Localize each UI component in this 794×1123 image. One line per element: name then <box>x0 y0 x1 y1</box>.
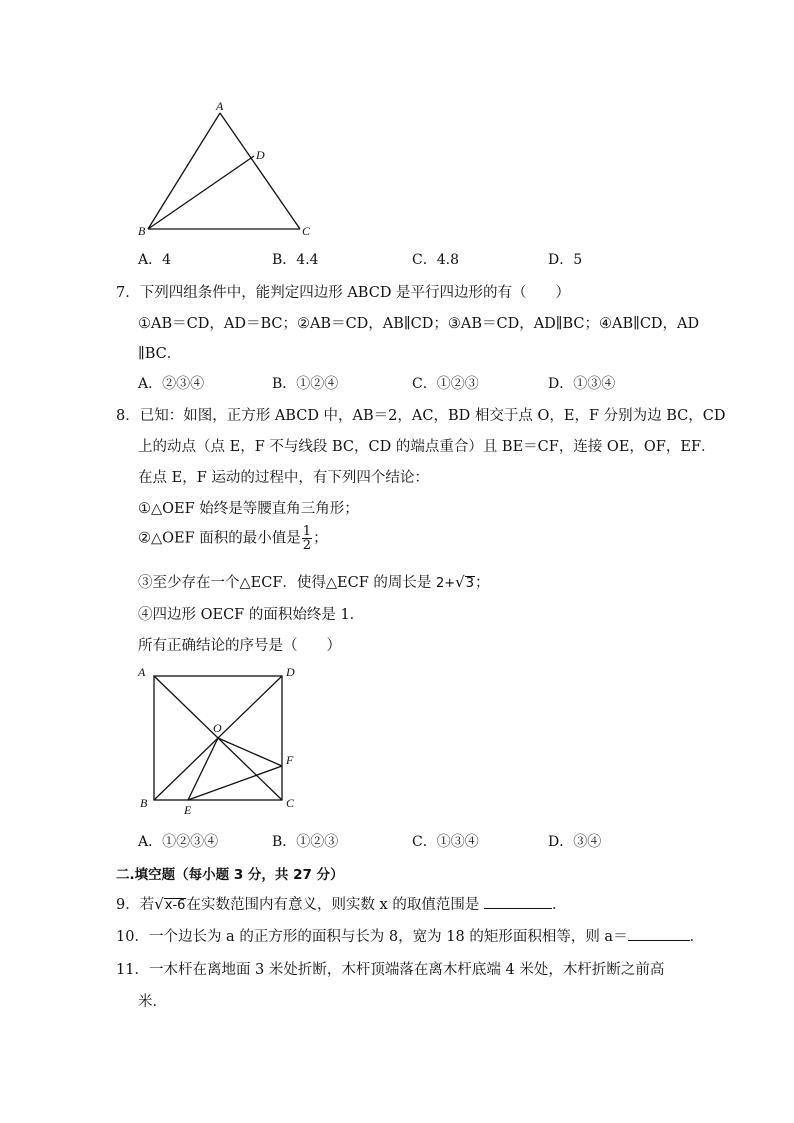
q9-pre: 9．若 <box>116 897 155 913</box>
q11-line1: 11．一木杆在离地面 3 米处折断，木杆顶端落在离木杆底端 4 米处，木杆折断之前高 <box>116 962 665 978</box>
q7-option-a[interactable]: A．②③④ <box>138 376 205 392</box>
label-b: B <box>138 224 146 238</box>
q8-conclusion-2 <box>138 525 328 552</box>
q8-option-a[interactable]: A．①②③④ <box>138 834 219 850</box>
section-fill-in-heading: 二.填空题（每小题 3 分，共 27 分） <box>116 867 344 883</box>
q7-option-d[interactable]: D．①③④ <box>548 376 616 392</box>
q8-conclusion-4: ④四边形 OECF 的面积始终是 1． <box>138 607 365 623</box>
q7-option-c[interactable]: C．①②③ <box>412 376 479 392</box>
q10 <box>116 925 704 946</box>
q10-answer-blank[interactable] <box>628 926 690 941</box>
label-c: C <box>286 796 295 810</box>
label-a: A <box>138 665 146 679</box>
q9 <box>116 893 566 914</box>
square-figure <box>132 660 312 820</box>
fraction-denominator: 2 <box>302 538 312 553</box>
q8-ask: 所有正确结论的序号是（ ） <box>138 638 341 654</box>
q8-c2-text: ②△OEF 面积的最小值是 <box>138 530 301 547</box>
side-ab <box>148 113 220 229</box>
q8-conclusion-3 <box>138 571 490 592</box>
q8-option-c[interactable]: C．①③④ <box>412 834 479 850</box>
q8-c3-two: 2+ <box>436 576 456 591</box>
q7-option-b[interactable]: B．①②④ <box>272 376 339 392</box>
q8-option-b[interactable]: B．①②③ <box>272 834 339 850</box>
q7-conditions-line2: ∥BC． <box>138 346 182 362</box>
q8-c2-end: ； <box>313 530 328 547</box>
triangle-figure <box>130 95 330 245</box>
label-d: D <box>286 665 295 679</box>
q6-option-c[interactable]: C．4.8 <box>412 252 459 268</box>
q11-line2: 米． <box>138 994 167 1010</box>
q8-conclusion-1: ①△OEF 始终是等腰直角三角形； <box>138 501 359 517</box>
q9-end: ． <box>551 897 567 913</box>
q8-c3-radicand: 3 <box>465 576 475 591</box>
fraction-numerator: 1 <box>302 524 312 539</box>
q8-line2: 上的动点（点 E，F 不与线段 BC，CD 的端点重合）且 BE＝CF，连接 OE，OF，EF． <box>138 439 716 455</box>
label-a: A <box>216 99 224 113</box>
q9-post: 在实数范围内有意义，则实数 x 的取值范围是 <box>186 897 480 913</box>
label-b: B <box>140 796 148 810</box>
label-d: D <box>256 148 265 162</box>
label-c: C <box>302 224 311 238</box>
q9-radicand: x-6 <box>164 898 186 913</box>
q6-option-a[interactable]: A．4 <box>138 252 172 268</box>
q8-line1: 8．已知：如图，正方形 ABCD 中，AB＝2，AC，BD 相交于点 O，E，F 分别为边 BC，CD <box>116 408 726 424</box>
q10-text: 10．一个边长为 a 的正方形的面积与长为 8，宽为 18 的矩形面积相等，则 a＝ <box>116 929 628 945</box>
q6-option-b[interactable]: B．4.4 <box>272 252 319 268</box>
q8-line3: 在点 E，F 运动的过程中，有下列四个结论： <box>138 470 429 486</box>
radical-icon: √ <box>154 895 164 913</box>
q7-stem: 7．下列四组条件中，能判定四边形 ABCD 是平行四边形的有（ ） <box>116 285 571 301</box>
label-f: F <box>286 753 294 767</box>
q8-c3-text: ③至少存在一个△ECF．使得△ECF 的周长是 <box>138 575 432 591</box>
q8-c3-end: ； <box>475 575 490 591</box>
radical-icon: √ <box>455 573 465 591</box>
label-e: E <box>184 803 192 817</box>
fraction-one-half <box>302 525 312 552</box>
q8-option-d[interactable]: D．③④ <box>548 834 602 850</box>
q9-answer-blank[interactable] <box>484 894 552 909</box>
segment-bd <box>148 156 254 229</box>
q10-end: ． <box>689 929 705 945</box>
segment-of <box>218 738 282 766</box>
label-o: O <box>213 721 222 735</box>
q6-option-d[interactable]: D．5 <box>548 252 583 268</box>
q7-conditions-line1: ①AB＝CD，AD＝BC；②AB＝CD，AB∥CD；③AB＝CD，AD∥BC；④AB∥CD，AD <box>138 316 700 332</box>
